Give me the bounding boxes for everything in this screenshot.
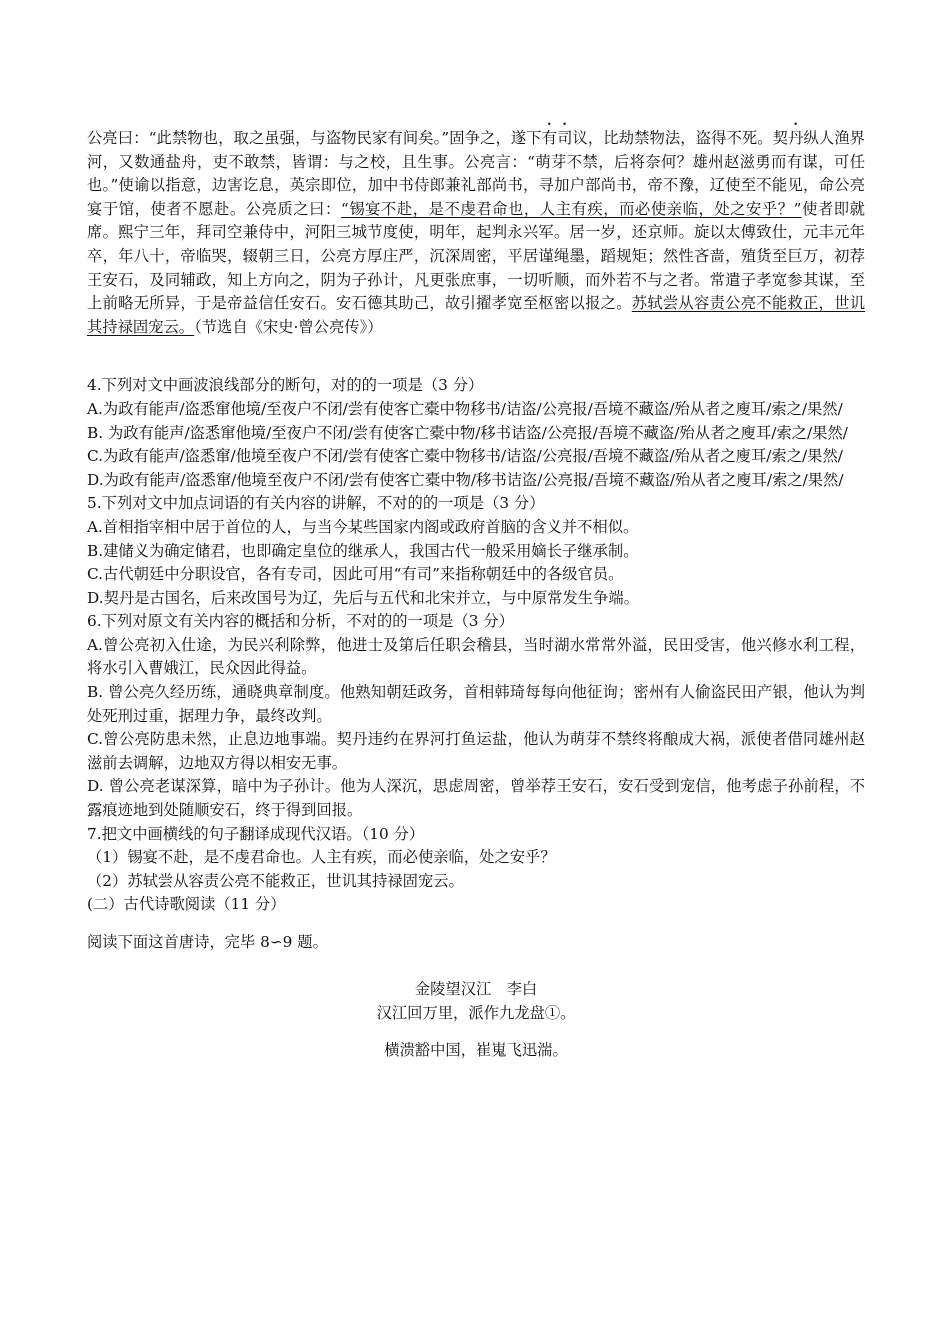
q5-option-a: A.首相指宰相中居于首位的人，与当今某些国家内阁或政府首脑的含义并不相似。 <box>87 517 639 536</box>
classical-passage <box>87 120 865 339</box>
underlined-sentence-1: “锡宴不赴，是不虔君命也，人主有疾，而必使亲临，处之安乎？” <box>340 199 802 218</box>
q4-stem: 4.下列对文中画波浪线部分的断句，对的的一项是（3 分） <box>87 376 484 395</box>
q4-option-c: C.为政有能声/盗悉窜/他境至夜户不闭/尝有使客亡橐中物移书/诘盗/公亮报/吾境不藏盗/殆从者之廋耳/索之/果然/ <box>87 447 843 466</box>
poem <box>87 977 865 1062</box>
passage-seg-4: 使者即就席。熙宁三年，拜司空兼侍中，河阳三城节度使，明年，起判永兴军。居一岁，还京师。旋以太傅致仕，元丰元年卒，年八十，帝临哭，辍朝三日，公亮方厚庄严，沉深周密，平居谨绳墨，蹈规矩；然性吝啬，殖货至巨万，初荐王安石，及同辅政，知上方向之，阴为子孙计，凡更张庶事，一切听顺，而外若不与之者。常遣子孝宽参其谋，至上前略无所异，于是帝益信任安石。安石德其助己，故引擢孝宽至枢密以报之。 <box>87 199 865 313</box>
underlined-sentence-2: 苏轼尝从容责公亮不能救正，世讥其持禄固宠云。 <box>87 294 865 336</box>
q5-stem: 5.下列对文中加点词语的有关内容的讲解，不对的的一项是（3 分） <box>87 494 545 513</box>
poem-title: 金陵望汉江 李白 <box>414 979 538 998</box>
passage-text <box>87 120 865 339</box>
q6-option-d: D. 曾公亮老谋深算，暗中为子孙计。他为人深沉，思虑周密，曾举荐王安石，安石受到宠信，他考虑子孙前程，不露痕迹地到处随顺安石，终于得到回报。 <box>87 777 865 820</box>
q7-sentence-1: （1）锡宴不赴，是不虔君命也。人主有疾，而必使亲临，处之安乎？ <box>87 848 556 867</box>
q5-option-c: C.古代朝廷中分职设官，各有专司，因此可用“有司”来指称朝廷中的各级官员。 <box>87 565 624 584</box>
q5-option-b: B.建储义为确定储君，也即确定皇位的继承人，我国古代一般采用嫡长子继承制。 <box>87 541 639 560</box>
passage-seg-2: 议，比劫禁物法，盗得不死。契 <box>572 129 789 147</box>
passage-seg-1: 公亮曰：“此禁物也，取之虽强，与盗物民家有间矣。”固争之，遂下 <box>87 129 542 147</box>
q4-option-a: A.为政有能声/盗悉窜他境/至夜户不闭/尝有使客亡橐中物移书/诘盗/公亮报/吾境不藏盗/殆从者之廋耳/索之/果然/ <box>87 399 843 418</box>
q6-option-c: C.曾公亮防患未然，止息边地事端。契丹违约在界河打鱼运盐，他认为萌芽不禁终将酿成大祸，派使者借同雄州赵滋前去调解，边地双方得以相安无事。 <box>87 730 865 772</box>
passage-seg-3: 纵人渔界河，又数通盐舟，吏不敢禁，皆谓：与之校，且生事。公亮言：“萌芽不禁，后将奈何？雄州赵滋勇而有谋，可任也。”使谕以指意，边害讫息，英宗即位，加中书侍郎兼礼部尚书，寻加户部尚书，帝不豫，辽使至不能见，命公亮宴于馆，使者不愿赴。公亮质之曰： <box>87 129 865 218</box>
q7-stem: 7.把文中画横线的句子翻译成现代汉语。（10 分） <box>87 824 425 843</box>
q7-sentence-2: （2）苏轼尝从容责公亮不能救正，世讥其持禄固宠云。 <box>87 871 464 890</box>
section-heading-poetry: (二）古代诗歌阅读（11 分） <box>87 895 286 914</box>
q6-option-a: A.曾公亮初入仕途，为民兴利除弊，他进士及第后任职会稽县，当时湖水常常外溢，民田受害，他兴修水利工程，将水引入曹娥江，民众因此得益。 <box>87 635 865 678</box>
q6-stem: 6.下列对原文有关内容的概括和分析，不对的的一项是（3 分） <box>87 612 514 631</box>
dotted-char-si: 司 <box>557 129 573 147</box>
dotted-char-dan: 丹 <box>788 129 804 147</box>
poem-line-2: 横溃豁中国，崔嵬飞迅湍。 <box>384 1040 568 1059</box>
poetry-intro: 阅读下面这首唐诗，完毕 8∽9 题。 <box>87 933 328 951</box>
q4-option-d: D.为政有能声/盗悉窜/他境至夜户不闭/尝有使客亡橐中物/移书诘盗/公亮报/吾境不藏盗/殆从者之廋耳/索之/果然/ <box>87 470 844 489</box>
q4-option-b: B. 为政有能声/盗悉窜他境/至夜户不闭/尝有使客亡橐中物/移书诘盗/公亮报/吾境不藏盗/殆从者之廋耳/索之/果然/ <box>87 423 848 442</box>
document-page <box>87 120 865 1062</box>
passage-source: （节选自《宋史·曾公亮传》） <box>194 317 383 336</box>
dotted-char-you: 有 <box>541 129 558 147</box>
questions-section <box>87 374 865 954</box>
q6-option-b: B. 曾公亮久经历练，通晓典章制度。他熟知朝廷政务，首相韩琦每每向他征询；密州有人偷盗民田产银，他认为判处死刑过重，据理力争，最终改判。 <box>87 683 865 725</box>
q5-option-d: D.契丹是古国名，后来改国号为辽，先后与五代和北宋并立，与中原常发生争端。 <box>87 588 639 607</box>
poem-line-1: 汉江回万里，派作九龙盘①。 <box>376 1003 576 1022</box>
